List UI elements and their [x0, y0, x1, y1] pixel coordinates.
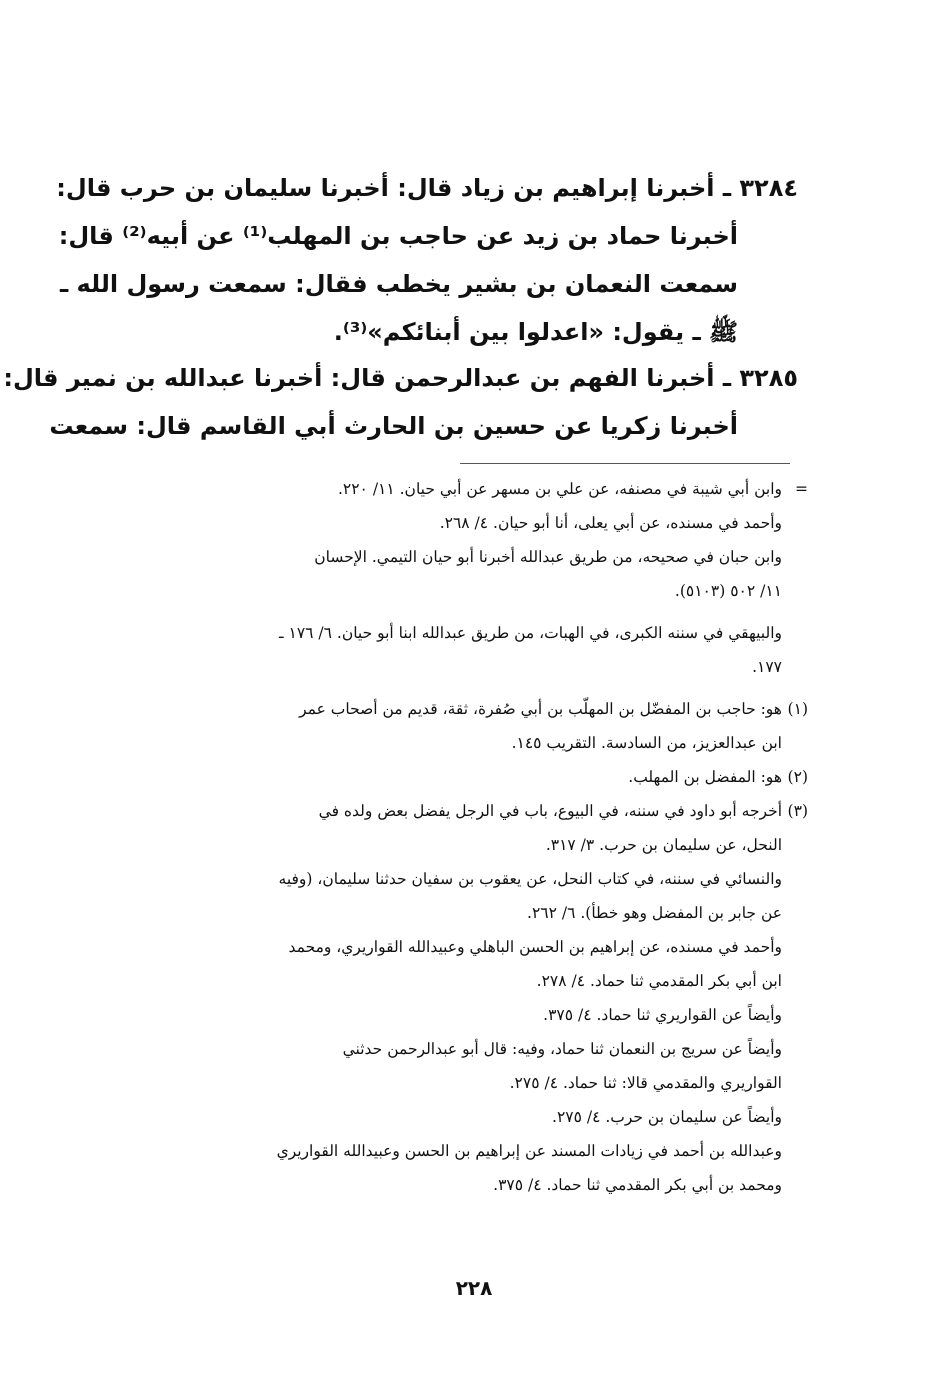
hadith-3284: [56, 164, 798, 356]
footnote-marker: (٢): [787, 768, 808, 786]
footnote-line: النحل، عن سليمان بن حرب. ٣/ ٣١٧.: [545, 836, 782, 854]
footnote-3: (٣)أخرجه أبو داود في سننه، في البيوع، باب في الرجل يفضل بعض ولده في: [108, 794, 808, 828]
footnote-line: ومحمد بن أبي بكر المقدمي ثنا حماد. ٤/ ٣٧٥.: [493, 1176, 782, 1194]
footnote-line: وأيضاً عن سريج بن النعمان ثنا حماد، وفيه: قال أبو عبدالرحمن حدثني: [342, 1040, 782, 1058]
hadith-line: ﷺ ـ يقول: «اعدلوا بين أبنائكم»⁽³⁾.: [333, 318, 738, 346]
hadith-line: ٣٢٨٤ ـ أخبرنا إبراهيم بن زياد قال: أخبرنا سليمان بن حرب قال:: [56, 174, 798, 202]
page-number: ٢٢٨: [455, 1276, 493, 1300]
continuation-marker: =: [795, 480, 808, 498]
footnote-marker: (٣): [787, 802, 808, 820]
hadith-line: سمعت النعمان بن بشير يخطب فقال: سمعت رسول الله ـ: [59, 270, 738, 298]
footnote-continuation-line: ١١/ ٥٠٢ (٥١٠٣).: [674, 582, 782, 600]
footnote-1: (١)هو: حاجب بن المفضّل بن المهلّب بن أبي صُفرة، ثقة، قديم من أصحاب عمر: [108, 692, 808, 726]
footnote-line: وأحمد في مسنده، عن إبراهيم بن الحسن الباهلي وعبيدالله القواريري، ومحمد: [288, 938, 782, 956]
footnotes: [108, 472, 808, 1202]
footnote-line: عن جابر بن المفضل وهو خطأ). ٦/ ٢٦٢.: [527, 904, 782, 922]
hadith-line: أخبرنا حماد بن زيد عن حاجب بن المهلب⁽¹⁾ عن أبيه⁽²⁾ قال:: [58, 222, 738, 250]
footnote-continuation-line: =وابن أبي شيبة في مصنفه، عن علي بن مسهر عن أبي حيان. ١١/ ٢٢٠.: [108, 472, 808, 506]
footnote-continuation-line: والبيهقي في سننه الكبرى، في الهبات، من طريق عبدالله ابنا أبو حيان. ٦/ ١٧٦ ـ: [279, 624, 782, 642]
footnote-line: وعبدالله بن أحمد في زيادات المسند عن إبراهيم بن الحسن وعبيدالله القواريري: [276, 1142, 782, 1160]
footnote-continuation-line: ١٧٧.: [752, 658, 782, 676]
footnote-divider: [460, 463, 790, 464]
footnote-marker: (١): [787, 700, 808, 718]
hadith-line: ٣٢٨٥ ـ أخبرنا الفهم بن عبدالرحمن قال: أخبرنا عبدالله بن نمير قال:: [3, 364, 798, 392]
footnote-2: (٢)هو: المفضل بن المهلب.: [108, 760, 808, 794]
footnote-line: ابن عبدالعزيز، من السادسة. التقريب ١٤٥.: [511, 734, 782, 752]
footnote-continuation-line: وابن حبان في صحيحه، من طريق عبدالله أخبرنا أبو حيان التيمي. الإحسان: [314, 548, 782, 566]
footnote-line: وأيضاً عن القواريري ثنا حماد. ٤/ ٣٧٥.: [543, 1006, 782, 1024]
footnote-continuation-line: وأحمد في مسنده، عن أبي يعلى، أنا أبو حيان. ٤/ ٢٦٨.: [439, 514, 782, 532]
footnote-line: ابن أبي بكر المقدمي ثنا حماد. ٤/ ٢٧٨.: [536, 972, 782, 990]
footnote-line: والنسائي في سننه، في كتاب النحل، عن يعقوب بن سفيان حدثنا سليمان، (وفيه: [278, 870, 782, 888]
hadith-line: أخبرنا زكريا عن حسين بن الحارث أبي القاسم قال: سمعت: [49, 412, 738, 440]
hadith-3285: [3, 354, 798, 450]
footnote-line: القواريري والمقدمي قالا: ثنا حماد. ٤/ ٢٧٥.: [509, 1074, 782, 1092]
footnote-line: وأيضاً عن سليمان بن حرب. ٤/ ٢٧٥.: [552, 1108, 782, 1126]
